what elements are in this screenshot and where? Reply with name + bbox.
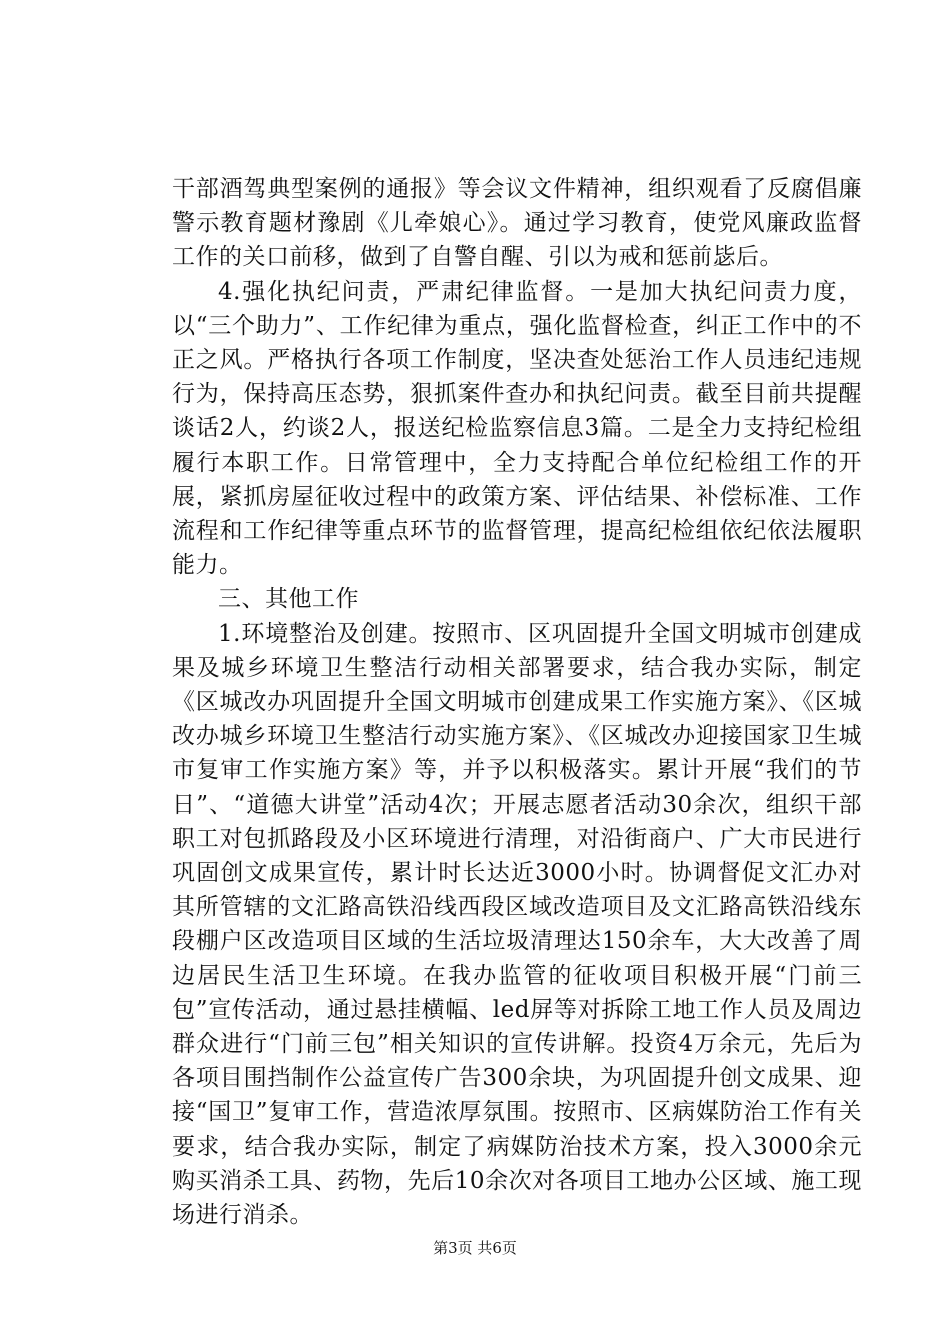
paragraph-1: 干部酒驾典型案例的通报》等会议文件精神，组织观看了反腐倡廉警示教育题材豫剧《儿牵娘心》。通过学习教育，使党风廉政监督工作的关口前移，做到了自警自醒、引以为戒和惩前毖后。 bbox=[172, 176, 862, 271]
page-number-footer: 第3页 共6页 bbox=[433, 1239, 517, 1257]
paragraph-3: 1.环境整治及创建。按照市、区巩固提升全国文明城市创建成果及城乡环境卫生整洁行动相关部署要求，结合我办实际，制定《区城改办巩固提升全国文明城市创建成果工作实施方案》、《区城改办城乡环境卫生整洁行动实施方案》、《区城改办迎接国家卫生城市复审工作实施方案》等，并予以积极落实。累计开展“我们的节日”、“道德大讲堂”活动4次；开展志愿者活动30余次，组织干部职工对包抓路段及小区环境进行清理，对沿街商户、广大市民进行巩固创文成果宣传，累计时长达近3000小时。协调督促文汇办对其所管辖的文汇路高铁沿线西段区域改造项目及文汇路高铁沿线东段棚户区改造项目区域的生活垃圾清理达150余车，大大改善了周边居民生活卫生环境。在我办监管的征收项目积极开展“门前三包”宣传活动，通过悬挂横幅、led屏等对拆除工地工作人员及周边群众进行“门前三包”相关知识的宣传讲解。投资4万余元，先后为各项目围挡制作公益宣传广告300余块，为巩固提升创文成果、迎接“国卫”复审工作，营造浓厚氛围。按照市、区病媒防治工作有关要求，结合我办实际，制定了病媒防治技术方案，投入3000余元购买消杀工具、药物，先后10余次对各项目工地办公区域、施工现场进行消杀。 bbox=[172, 620, 862, 1229]
document-body bbox=[172, 172, 862, 1232]
paragraph-2: 4.强化执纪问责，严肃纪律监督。一是加大执纪问责力度，以“三个助力”、工作纪律为重点，强化监督检查，纠正工作中的不正之风。严格执行各项工作制度，坚决查处惩治工作人员违纪违规行为，保持高压态势，狠抓案件查办和执纪问责。截至目前共提醒谈话2人，约谈2人，报送纪检监察信息3篇。二是全力支持纪检组履行本职工作。日常管理中，全力支持配合单位纪检组工作的开展，紧抓房屋征收过程中的政策方案、评估结果、补偿标准、工作流程和工作纪律等重点环节的监督管理，提高纪检组依纪依法履职能力。 bbox=[172, 278, 862, 579]
section-heading: 三、其他工作 bbox=[218, 586, 359, 613]
